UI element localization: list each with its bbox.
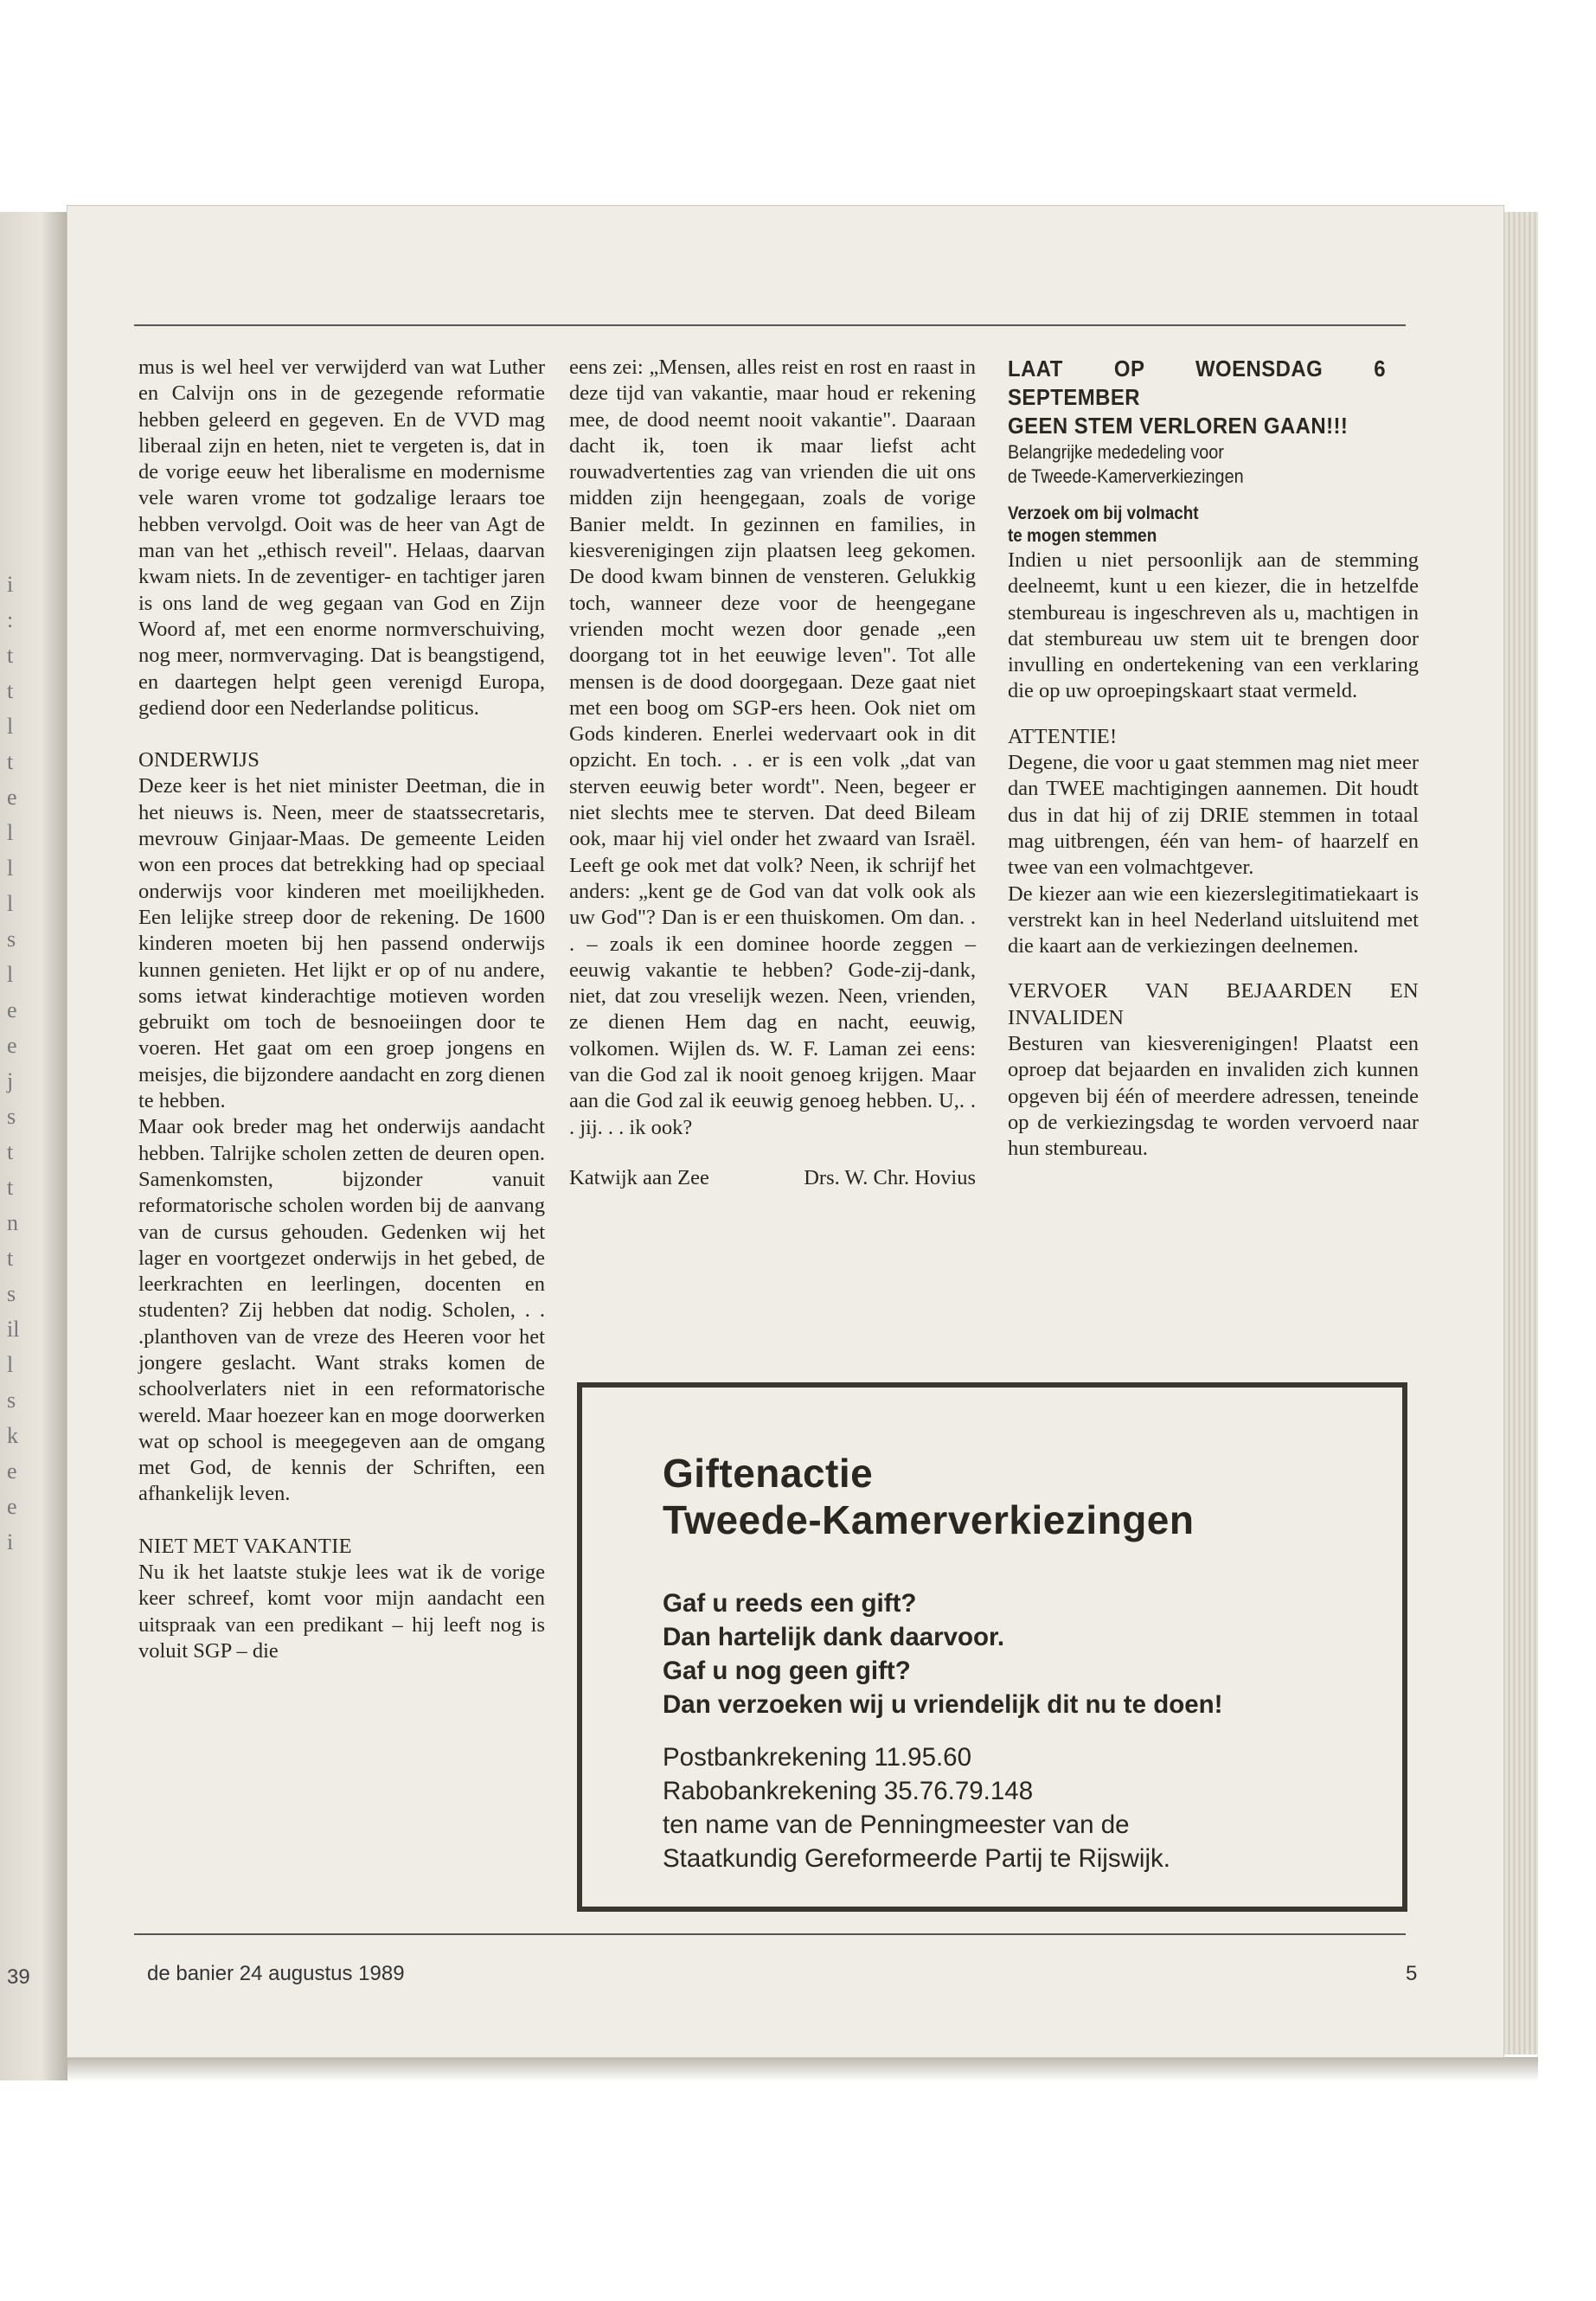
section-heading-niet-met-vakantie: NIET MET VAKANTIE	[138, 1534, 352, 1558]
gift-title-line-2: Tweede-Kamerverkiezingen	[663, 1497, 1195, 1542]
attention-paragraph: Degene, die voor u gaat stemmen mag niet meer dan TWEE machtigingen aannemen. Dit houdt dus in dat hij of zij DRIE stemmen in totaal mag uitbrengen, één van hem- of haarzelf en twee van een volmachtgever.	[1008, 751, 1419, 880]
left-page-margin-mark: il	[7, 1317, 20, 1342]
column-2	[569, 355, 976, 1191]
gift-request: Dan verzoeken wij u vriendelijk dit nu te doen!	[663, 1690, 1223, 1719]
gift-question-1: Gaf u reeds een gift?	[663, 1589, 917, 1618]
left-page-margin-mark: e	[7, 785, 17, 810]
left-page-margin-mark: j	[7, 1068, 14, 1093]
election-subline-1: Belangrijke mededeling voor	[1008, 441, 1224, 463]
left-page-margin-mark: l	[7, 962, 14, 987]
left-page-margin-mark: l	[7, 1352, 14, 1377]
postbank-account: Postbankrekening 11.95.60	[663, 1743, 971, 1772]
signature-place: Katwijk aan Zee	[569, 1165, 709, 1189]
vakantie-paragraph-1: Nu ik het laatste stukje lees wat ik de vorige keer schreef, komt voor mijn aandacht een uitspraak van een predikant – hij leeft nog is voluit SGP – die	[138, 1561, 545, 1663]
left-page-margin-mark: s	[7, 1388, 16, 1413]
attention-heading: ATTENTIE!	[1008, 724, 1118, 748]
transport-paragraph: Besturen van kiesverenigingen! Plaatst een oproep dat bejaarden en invaliden zich kunnen opgeven bij één of meerdere adressen, teneinde op de verkiezingsdag te worden vervoerd naar hun stembureau.	[1008, 1032, 1419, 1161]
column1-intro: mus is wel heel ver verwijderd van wat Luther en Calvijn ons in de gezegende reformatie hebben geleerd en gegeven. En de VVD mag liberaal zijn en heten, niet te vergeten is, dat in de vorige eeuw het liberalisme en modernisme vele waren vrome tot godzalige leraars toe hebben vervolgd. Ooit was de heer van Agt de man van het „ethisch reveil". Helaas, daarvan kwam niets. In de zeventiger- en tachtiger jaren is ons land de weg gegaan van God en Zijn Woord af, met een enorme normverschuiving, nog meer, normvervaging. Dat is beangstigend, en daartegen helpt geen verenigd Europa, gediend door een Nederlandse politicus.	[138, 356, 545, 720]
left-page-margin-mark: i	[7, 572, 14, 597]
left-page-margin-marks	[7, 567, 42, 2210]
left-page-margin-mark: t	[7, 678, 14, 703]
signature-name: Drs. W. Chr. Hovius	[804, 1165, 976, 1189]
top-rule	[134, 324, 1406, 326]
election-headline-line-1: LAAT OP WOENSDAG 6 SEPTEMBER	[1008, 356, 1386, 410]
left-page-margin-mark: k	[7, 1423, 18, 1448]
transport-heading: VERVOER VAN BEJAARDEN EN INVALIDEN	[1008, 979, 1419, 1029]
article-signature	[569, 1165, 976, 1191]
proxy-subhead-2: te mogen stemmen	[1008, 526, 1157, 546]
left-page-margin-mark: n	[7, 1210, 18, 1235]
gift-bank-details	[663, 1740, 1170, 1875]
rabobank-account: Rabobankrekening 35.76.79.148	[663, 1777, 1034, 1805]
footer-page-number: 5	[1406, 1962, 1418, 1985]
left-page-margin-mark: t	[7, 1139, 14, 1164]
left-page-margin-mark: s	[7, 926, 16, 952]
account-holder-line-1: ten name van de Penningmeester van de	[663, 1811, 1130, 1839]
left-page-margin-mark: t	[7, 749, 14, 774]
left-page-margin-mark: s	[7, 1281, 16, 1306]
left-page-margin-mark: e	[7, 1494, 17, 1519]
bottom-rule	[134, 1933, 1406, 1935]
left-page-margin-mark: t	[7, 1246, 14, 1271]
column-1	[138, 355, 545, 1664]
proxy-paragraph: Indien u niet persoonlijk aan de stemming deelneemt, kunt u een kiezer, die in hetzelfde stembureau is ingeschreven als u, machtigen in dat stembureau uw stem uit te brengen door invulling en ondertekening van een verklaring die op uw oproepingskaart staat vermeld.	[1008, 548, 1419, 703]
left-page-margin-mark: :	[7, 607, 14, 632]
scan-background	[0, 0, 1596, 212]
onderwijs-paragraph-1: Deze keer is het niet minister Deetman, die in het nieuws is. Neen, meer de staatssecretaris, mevrouw Ginjaar-Maas. De gemeente Leiden won een proces dat betrekking had op speciaal onderwijs voor kinderen met moeilijkheden. Een lelijke streep door de rekening. De 1600 kinderen moeten bij hen passend onderwijs kunnen genieten. Het lijkt er op of nu andere, soms ietwat kinderachtige motieven worden gebruikt om toch de besnoeiingen door te voeren. Het gaat om een groep jongens en meisjes, die bijzondere aandacht en zorg dienen te hebben.	[138, 774, 545, 1113]
footer-publication: de banier 24 augustus 1989	[147, 1962, 405, 1985]
left-page-margin-mark: l	[7, 856, 14, 881]
gift-campaign-title	[663, 1450, 1195, 1543]
left-page-margin-mark: l	[7, 714, 14, 739]
left-page-margin-mark: t	[7, 1175, 14, 1200]
left-page-margin-mark: t	[7, 643, 14, 668]
column-3	[1008, 355, 1419, 1163]
left-page-margin-mark: e	[7, 1033, 17, 1058]
gift-campaign-box	[577, 1382, 1407, 1912]
voter-card-paragraph: De kiezer aan wie een kiezerslegitimatiekaart is verstrekt kan in heel Nederland uitsluitend met die kaart aan de verkiezingen deelnemen.	[1008, 881, 1419, 958]
left-page-edge	[0, 212, 67, 2080]
left-page-margin-mark: e	[7, 997, 17, 1022]
account-holder-line-2: Staatkundig Gereformeerde Partij te Rijswijk.	[663, 1844, 1170, 1873]
left-page-margin-mark: s	[7, 1104, 16, 1129]
proxy-subhead-1: Verzoek om bij volmacht	[1008, 503, 1199, 523]
gift-thanks: Dan hartelijk dank daarvoor.	[663, 1623, 1005, 1651]
left-page-margin-mark: l	[7, 891, 14, 916]
left-page-margin-mark: i	[7, 1529, 14, 1554]
onderwijs-paragraph-2: Maar ook breder mag het onderwijs aandacht hebben. Talrijke scholen zetten de deuren open. Samenkomsten, bijzonder vanuit reformatorische scholen worden bij de aanvang van de cursus gehouden. Gedenken wij het lager en voortgezet onderwijs in het gebed, de leerkrachten en leerlingen, docenten en studenten? Zij hebben dat nodig. Scholen, . . .planthoven van de vreze des Heeren voor het jongere geslacht. Want straks komen de schoolverlaters niet in een reformatorische wereld. Maar hoezeer kan en moge doorwerken wat op school is meegegeven aan de omgang met God, de kennis der Schriften, een afhankelijk leven.	[138, 1115, 545, 1506]
gift-question-2: Gaf u nog geen gift?	[663, 1657, 911, 1685]
gift-questions	[663, 1586, 1223, 1721]
section-heading-onderwijs: ONDERWIJS	[138, 748, 260, 772]
election-subline-2: de Tweede-Kamerverkiezingen	[1008, 465, 1244, 487]
page-bottom-shadow	[67, 2057, 1538, 2081]
page-stack-edge	[1503, 212, 1538, 2054]
election-headline-line-2: GEEN STEM VERLOREN GAAN!!!	[1008, 413, 1349, 439]
left-page-margin-mark: l	[7, 820, 14, 845]
column2-text: eens zei: „Mensen, alles reist en rost en raast in deze tijd van vakantie, maar houd er rekening mee, de dood neemt nooit vakantie". Daaraan dacht ik, toen ik maar liefst acht rouwadvertenties zag van vrienden die uit ons midden zijn heengegaan, zoals de vorige Banier meldt. In gezinnen en families, in kiesverenigingen zijn plaatsen leeg gekomen. De dood kwam binnen de vensteren. Gelukkig toch, wanneer deze voor de heengegane vrienden mocht wezen door genade „een doorgang tot in het eeuwige leven". Tot alle mensen is de dood doorgegaan. Deze gaat niet met een boog om SGP-ers heen. Ook niet om Gods kinderen. Enerlei wedervaart ook in dit opzicht. En toch. . . er is een volk „dat van sterven eeuwig beter wordt". Neen, begeer er niet slechts mee te sterven. Dat deed Bileam ook, maar hij viel onder het zwaard van Israël. Leeft ge ook met dat volk? Neen, ik schrijf het anders: „kent ge de God van dat volk ook als uw God"? Dan is er een thuiskomen. Om dan. . . – zoals ik een dominee hoorde zeggen – eeuwig vakantie te hebben? Gode-zij-dank, niet, dat zou vreselijk wezen. Neen, vrienden, ze dienen Hem dag en nacht, eeuwig, volkomen. Wijlen ds. W. F. Laman zei eens: van die God zal ik nooit genoeg krijgen. Maar aan die God zal ik eeuwig genoeg hebben. U,. . . jij. . . ik ook?	[569, 356, 976, 1139]
left-page-number: 39	[7, 1965, 30, 1989]
left-page-margin-mark: e	[7, 1458, 17, 1484]
gift-title-line-1: Giftenactie	[663, 1451, 874, 1496]
